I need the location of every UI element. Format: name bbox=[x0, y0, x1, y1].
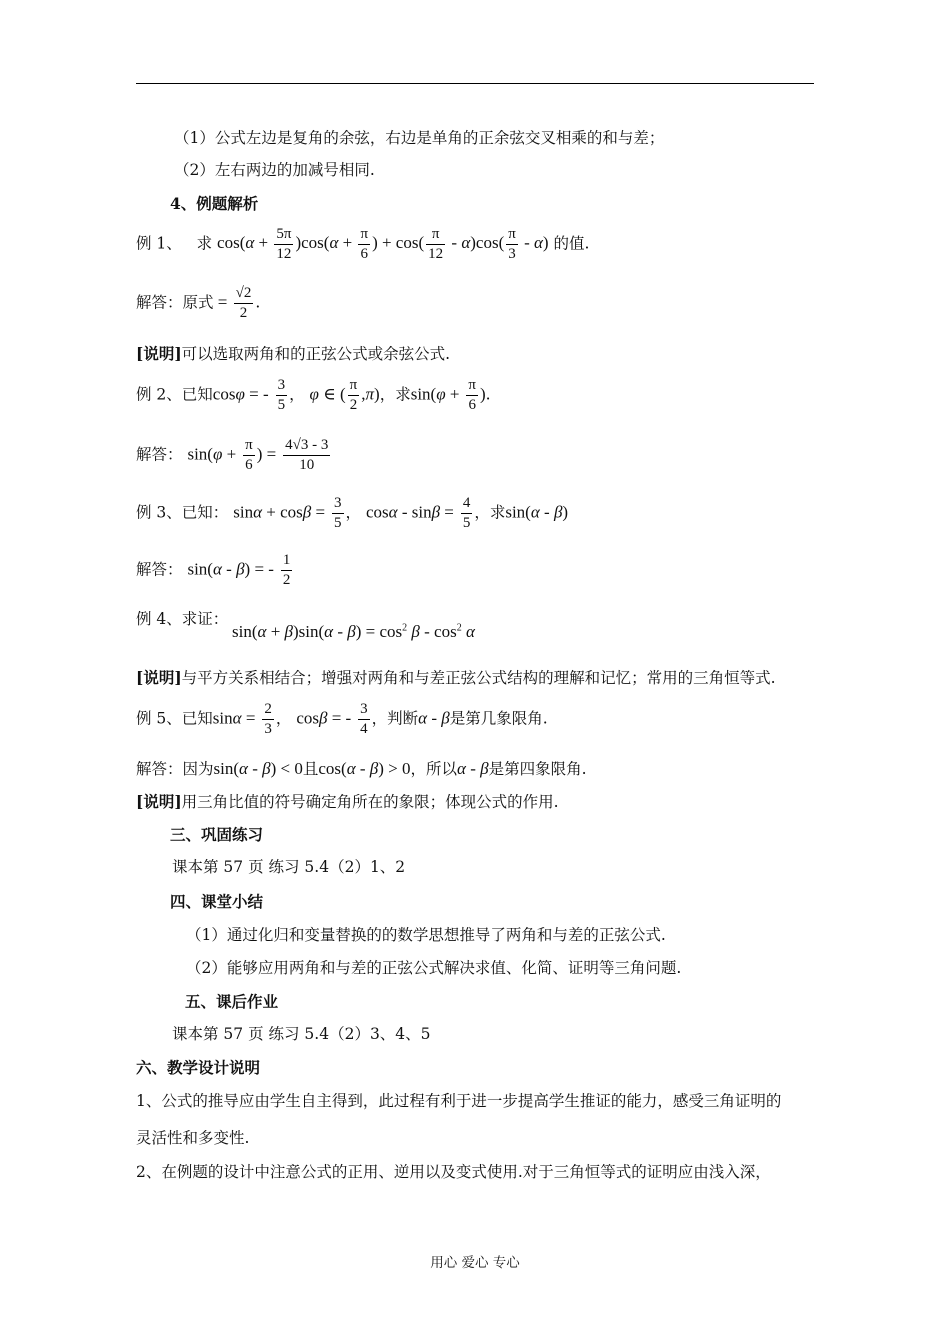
answer-2: 解答： sin(φ + $\frac{\pi}{6}$ ) = $\frac{4√3 - 3}{10}$ bbox=[136, 437, 329, 473]
example-1: 例 1、 求 cos(α + $\frac{5\pi}{12}$ )cos(α + $\frac{\pi}{6}$ ) + cos( $\frac{\pi}{12}$ - α)cos( $\frac{\pi}{3}$ - α) 的值. bbox=[136, 226, 590, 262]
answer-3: 解答： sin(α - β) = - $\frac{1}{2}$ bbox=[136, 552, 291, 588]
page-footer: 用心 爱心 专心 bbox=[430, 1255, 520, 1271]
example-2: 例 2、已知cosφ = - $\frac{3}{5}$ ， φ ∈ ( $\frac{\pi}{2}$ ,π)，求sin(φ + $\frac{\pi}{6}$ ). bbox=[136, 377, 491, 413]
answer-1: 解答：原式 = $\frac{√2}{2}$ . bbox=[136, 285, 261, 321]
homework-1: 课本第 57 页 练习 5.4（2）1、2 bbox=[172, 858, 406, 876]
note-1: （1）公式左边是复角的余弦，右边是单角的正余弦交叉相乘的和与差； bbox=[174, 129, 665, 147]
example-4: 例 4、求证： bbox=[136, 610, 229, 628]
design-1b: 灵活性和多变性. bbox=[136, 1129, 250, 1147]
example-4-identity: $\sin(\alpha + \beta)\sin(\alpha - \beta) = \cos^2 \beta - \cos^2 \alpha$ bbox=[232, 622, 475, 641]
summary-1: （1）通过化归和变量替换的的数学思想推导了两角和与差的正弦公式. bbox=[186, 926, 666, 944]
design-2: 2、在例题的设计中注意公式的正用、逆用以及变式使用.对于三角恒等式的证明应由浅入深， bbox=[136, 1163, 771, 1181]
answer-5: 解答：因为sin(α - β) < 0且cos(α - β) > 0，所以α - β是第四象限角. bbox=[136, 759, 587, 778]
example-3: 例 3、已知： sinα + cosβ = $\frac{3}{5}$ ， cosα - sinβ = $\frac{4}{5}$ ，求sin(α - β) bbox=[136, 495, 569, 531]
note-2: （2）左右两边的加减号相同. bbox=[174, 161, 375, 179]
example-1-expression: cos(α + $\frac{5\pi}{12}$ )cos(α + $\frac{\pi}{6}$ ) + cos( $\frac{\pi}{12}$ - α)cos( $\frac{\pi}{3}$ - α) bbox=[217, 226, 549, 262]
summary-2: （2）能够应用两角和与差的正弦公式解决求值、化简、证明等三角问题. bbox=[186, 959, 682, 977]
section-4-heading: 4、例题解析 bbox=[170, 194, 259, 213]
homework-2: 课本第 57 页 练习 5.4（2）3、4、5 bbox=[172, 1025, 431, 1043]
design-1a: 1、公式的推导应由学生自主得到，此过程有利于进一步提高学生推证的能力，感受三角证明的 bbox=[136, 1092, 782, 1110]
section-5-heading: 五、课后作业 bbox=[185, 992, 279, 1011]
summary-heading: 四、课堂小结 bbox=[170, 892, 264, 911]
example-5: 例 5、已知sinα = $\frac{2}{3}$ ， cosβ = - $\frac{3}{4}$ ，判断α - β是第几象限角. bbox=[136, 701, 548, 737]
section-6-heading: 六、教学设计说明 bbox=[136, 1058, 261, 1077]
remark-1: [说明]可以选取两角和的正弦公式或余弦公式. bbox=[136, 344, 451, 363]
section-3-heading: 三、巩固练习 bbox=[170, 825, 264, 844]
header-rule bbox=[136, 83, 814, 84]
remark-3: [说明]用三角比值的符号确定角所在的象限；体现公式的作用. bbox=[136, 792, 559, 811]
remark-2: [说明]与平方关系相结合；增强对两角和与差正弦公式结构的理解和记忆；常用的三角恒等式. bbox=[136, 668, 776, 687]
